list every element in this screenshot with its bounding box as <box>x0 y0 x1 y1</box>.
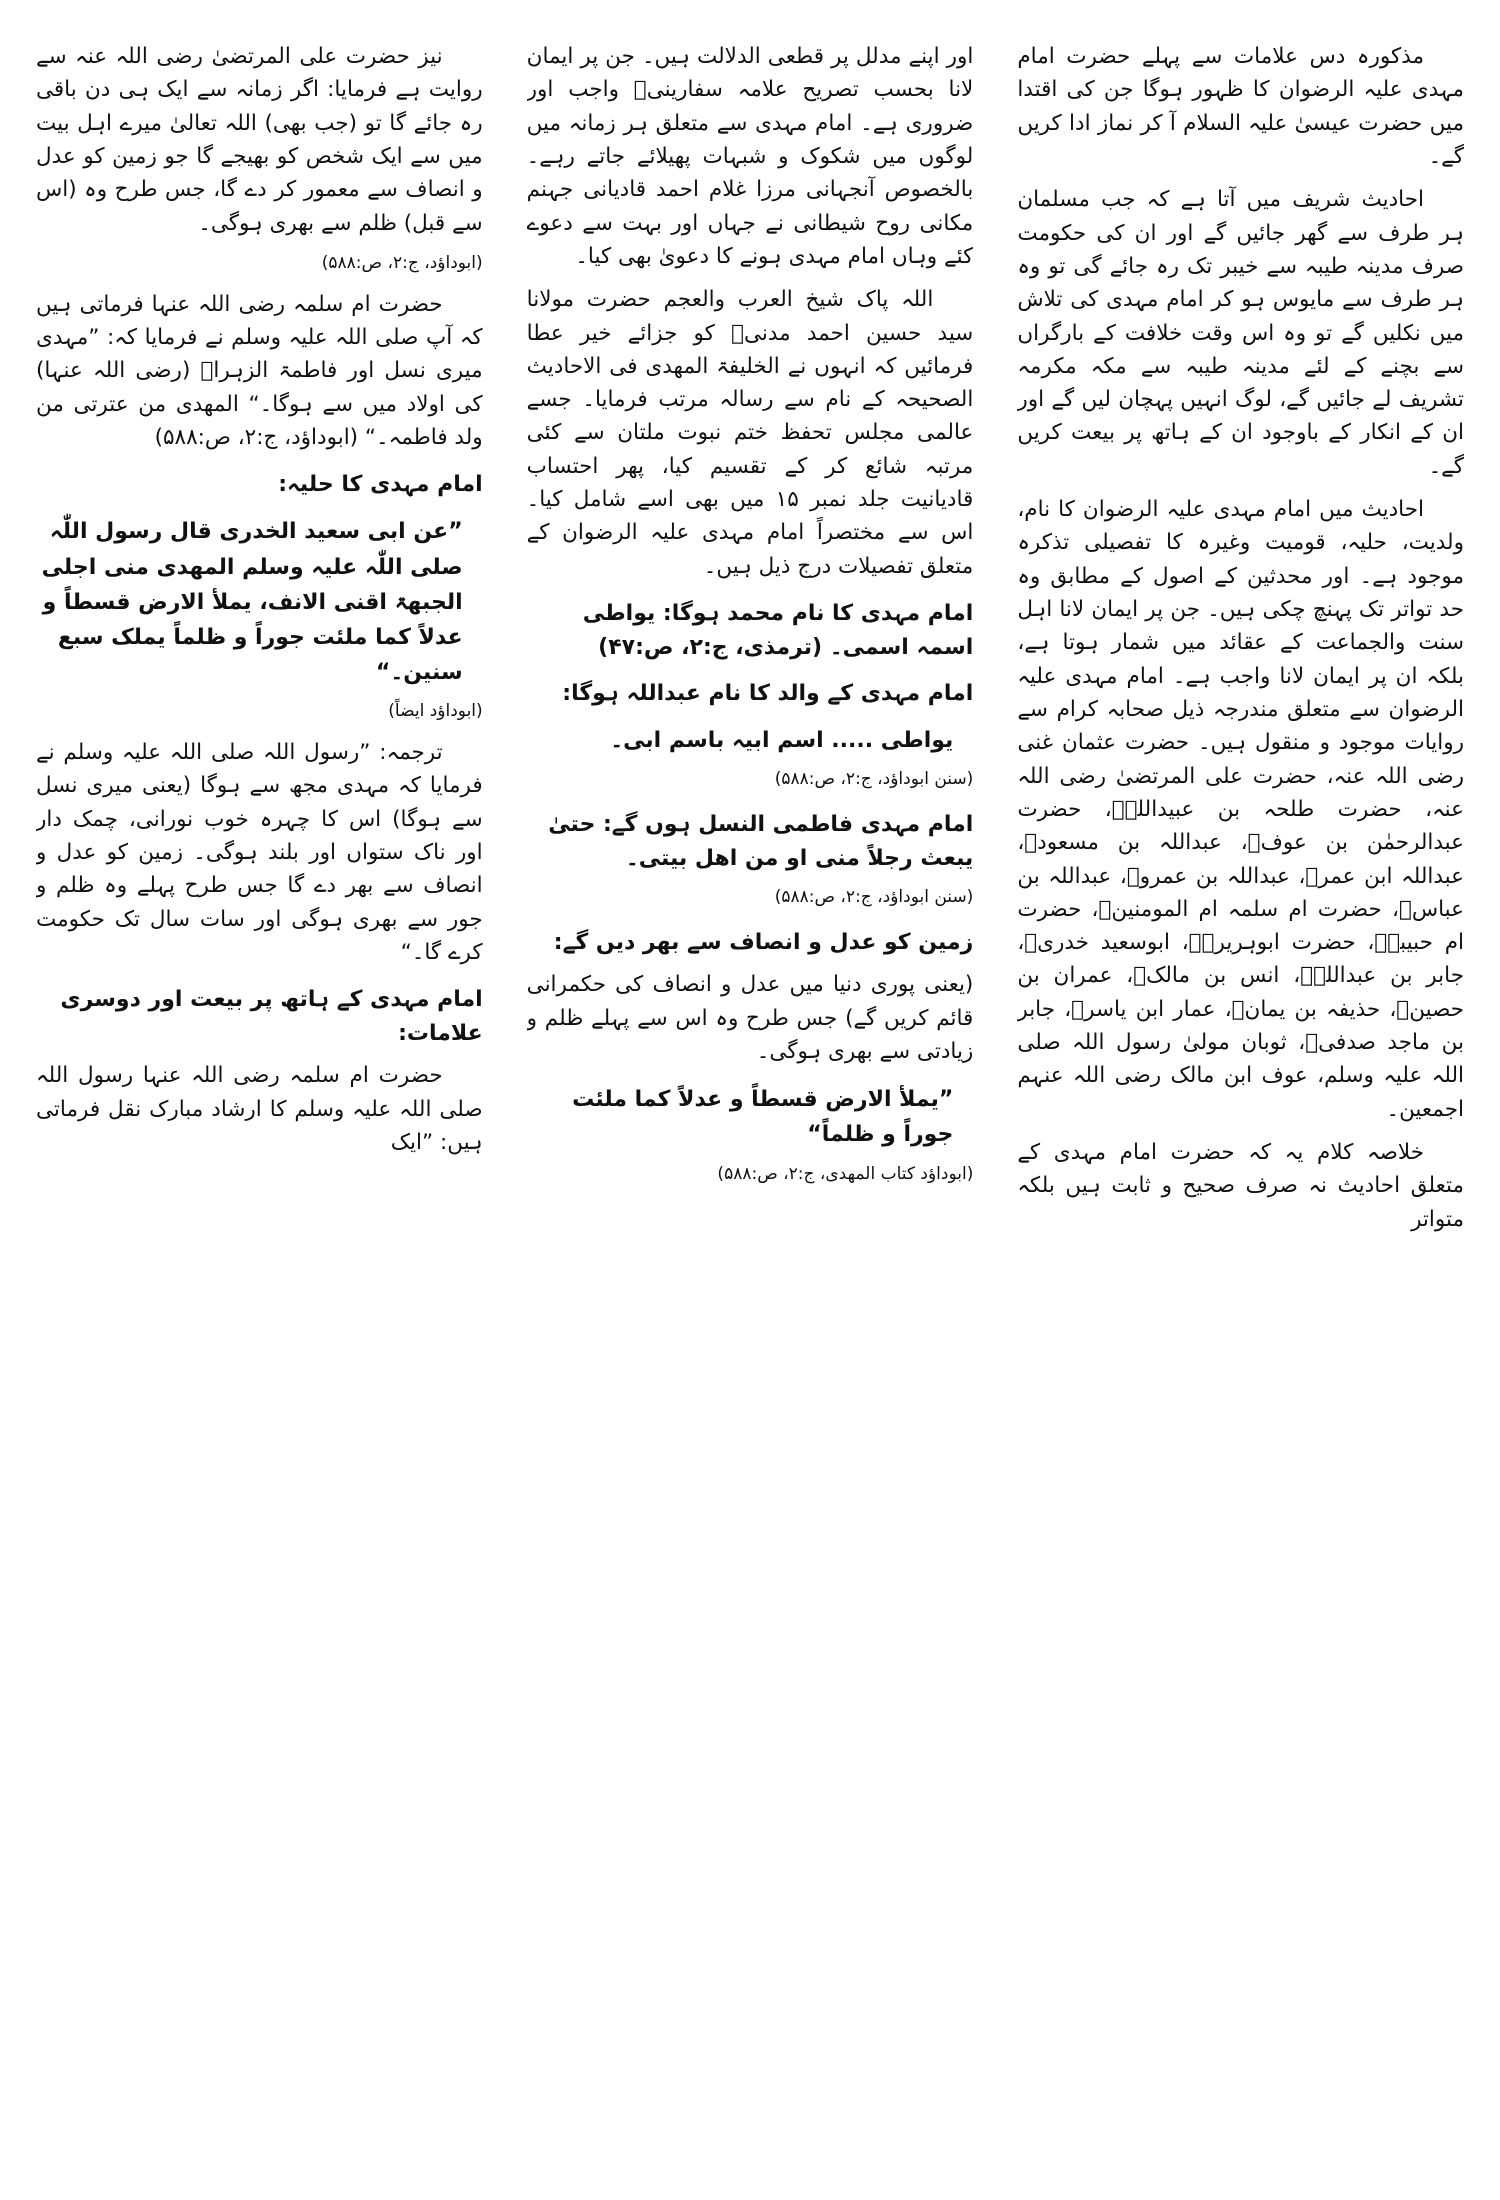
paragraph: (یعنی پوری دنیا میں عدل و انصاف کی حکمرانی قائم کریں گے) جس طرح وہ اس سے پہلے ظلم و زیادتی سے بھری ہوگی۔ <box>526 972 974 1064</box>
citation: (سنن ابوداؤد، ج:۲، ص:۵۸۸) <box>774 887 974 908</box>
citation: (ابوداؤد ایضاً) <box>388 701 483 722</box>
arabic-quote: ”یملأ الارض قسطاً و عدلاً کما ملئت جوراً و ظلماً“ <box>572 1087 954 1148</box>
citation: (سنن ابوداؤد، ج:۲، ص:۵۸۸) <box>774 769 974 790</box>
paragraph: حضرت ام سلمہ رضی اللہ عنہا رسول اللہ صلی اللہ علیہ وسلم کا ارشاد مبارک نقل فرماتی ہیں: ”ایک <box>35 1063 483 1156</box>
paragraph: نیز حضرت علی المرتضیٰ رضی اللہ عنہ سے روایت ہے فرمایا: اگر زمانہ سے ایک ہی دن باقی رہ جائے گا تو (جب بھی) اللہ تعالیٰ میرے اہل بیت میں سے ایک شخص کو بھیجے گا جو زمین کو عدل و انصاف سے معمور کر دے گا، جس طرح وہ (اس سے قبل) ظلم سے بھری ہوگی۔ <box>35 44 483 236</box>
paragraph: خلاصہ کلام یہ کہ حضرت امام مہدی کے متعلق احادیث نہ صرف صحیح و ثابت ہیں بلکہ متواتر <box>1017 1140 1464 1232</box>
column-middle <box>527 40 974 2180</box>
citation: (ابوداؤد کتاب المھدی، ج:۲، ص:۵۸۸) <box>717 1163 974 1184</box>
paragraph: اور اپنے مدلل پر قطعی الدلالت ہیں۔ جن پر ایمان لانا بحسب تصریح علامہ سفارینیؒ واجب اور ضروری ہے۔ امام مہدی سے متعلق ہر زمانہ میں لوگوں میں شکوک و شبہات پھیلائے جاتے رہے۔ بالخصوص آنجہانی مرزا غلام احمد قادیانی جہنم مکانی روح شیطانی نے جہاں اور بہت سے دعوے کئے وہاں امام مہدی ہونے کا دعویٰ بھی کیا۔ <box>526 44 974 269</box>
section-heading: امام مہدی کے ہاتھ پر بیعت اور دوسری علامات: <box>60 987 483 1047</box>
paragraph: ترجمہ: ”رسول اللہ صلی اللہ علیہ وسلم نے فرمایا کہ مہدی مجھ سے ہوگا (یعنی میری نسل سے ہوگا) اس کا چہرہ خوب نورانی، چمک دار اور ناک ستواں اور بلند ہوگی۔ زمین کو عدل و انصاف سے بھر دے گا جس طرح پہلے وہ ظلم و جور سے بھری ہوگی اور سات سال تک حکومت کرے گا۔“ <box>35 740 483 965</box>
paragraph: اللہ پاک شیخ العرب والعجم حضرت مولانا سید حسین احمد مدنیؒ کو جزائے خیر عطا فرمائیں کہ انہوں نے الخلیفۃ المھدی فی الاحادیث الصحیحہ کے نام سے رسالہ مرتب فرمایا۔ جسے عالمی مجلس تحفظ ختم نبوت ملتان سے کئی مرتبہ شائع کر کے تقسیم کیا، پھر احتساب قادیانیت جلد نمبر ۱۵ میں بھی اسے شامل کیا۔ اس سے مختصراً امام مہدی علیہ الرضوان کے متعلق تفصیلات درج ذیل ہیں۔ <box>526 287 974 579</box>
column-left <box>36 40 483 2180</box>
section-heading: امام مہدی کا نام محمد ہوگا: یواطی اسمہ اسمی۔ (ترمذی، ج:۲، ص:۴۷) <box>582 601 974 661</box>
section-heading: امام مہدی فاطمی النسل ہوں گے: حتیٰ یبعث رجلاً منی او من اھل بیتی۔ <box>548 812 974 872</box>
column-right <box>1017 40 1464 2180</box>
paragraph: مذکورہ دس علامات سے پہلے حضرت امام مہدی علیہ الرضوان کا ظہور ہوگا جن کی اقتدا میں حضرت عیسیٰ علیہ السلام آ کر نماز ادا کریں گے۔ <box>1017 44 1464 169</box>
arabic-quote: ”عن ابی سعید الخدری قال رسول اللّٰہ صلی اللّٰہ علیہ وسلم المھدی منی اجلی الجبھۃ اقنی الانف، یملأ الارض قسطاً و عدلاً کما ملئت جوراً و ظلماً یملک سبع سنین۔“ <box>41 519 463 686</box>
section-heading: زمین کو عدل و انصاف سے بھر دیں گے: <box>553 930 974 956</box>
section-heading: امام مہدی کے والد کا نام عبداللہ ہوگا: <box>562 681 974 707</box>
paragraph: احادیث میں امام مہدی علیہ الرضوان کا نام، ولدیت، حلیہ، قومیت وغیرہ کا تفصیلی تذکرہ موجود ہے۔ اور محدثین کے اصول کے مطابق وہ حد تواتر تک پہنچ چکی ہیں۔ جن پر ایمان لانا اہل سنت والجماعت کے عقائد میں شمار ہوتا ہے، بلکہ ان پر ایمان لانا واجب ہے۔ امام مہدی علیہ الرضوان سے متعلق مندرجہ ذیل صحابہ کرام سے روایات موجود و منقول ہیں۔ حضرت عثمان غنی رضی اللہ عنہ، حضرت علی المرتضیٰ رضی اللہ عنہ، حضرت طلحہ بن عبیداللہؓ، حضرت عبدالرحمٰن بن عوفؓ، عبداللہ بن مسعودؓ، عبداللہ ابن عمرؓ، عبداللہ بن عمروؓ، عبداللہ بن عباسؓ، حضرت ام سلمہ ام المومنینؓ، حضرت ام حبیبہؓ، حضرت ابوہریرہؓ، ابوسعید خدریؓ، جابر بن عبداللہؓ، انس بن مالکؓ، عمران بن حصینؓ، حذیفہ بن یمانؓ، عمار ابن یاسرؓ، جابر بن ماجد صدفیؓ، ثوبان مولیٰ رسول اللہ صلی اللہ علیہ وسلم، عوف ابن مالک رضی اللہ عنہم اجمعین۔ <box>1017 497 1464 1122</box>
paragraph: احادیث شریف میں آتا ہے کہ جب مسلمان ہر طرف سے گھر جائیں گے اور ان کی حکومت صرف مدینہ طیبہ سے خیبر تک رہ جائے گی تو وہ ہر طرف سے مایوس ہو کر امام مہدی کی تلاش میں نکلیں گے تو وہ اس وقت خلافت کے بارگراں سے بچنے کے لئے مدینہ طیبہ سے مکہ مکرمہ تشریف لے جائیں گے، لوگ انہیں پہچان لیں گے اور ان کے انکار کے باوجود ان کے ہاتھ پر بیعت کریں گے۔ <box>1017 187 1464 479</box>
paragraph: حضرت ام سلمہ رضی اللہ عنہا فرماتی ہیں کہ آپ صلی اللہ علیہ وسلم نے فرمایا کہ: ”مہدی میری نسل اور فاطمۃ الزہراؓ (رضی اللہ عنہا) کی اولاد میں سے ہوگا۔“ المھدی من عترتی من ولد فاطمہ۔“ (ابوداؤد، ج:۲، ص:۵۸۸) <box>35 291 483 450</box>
arabic-quote: یواطی ..... اسم ابیہ باسم ابی۔ <box>610 728 954 754</box>
section-heading: امام مہدی کا حلیہ: <box>278 472 483 498</box>
citation: (ابوداؤد، ج:۲، ص:۵۸۸) <box>321 252 483 273</box>
